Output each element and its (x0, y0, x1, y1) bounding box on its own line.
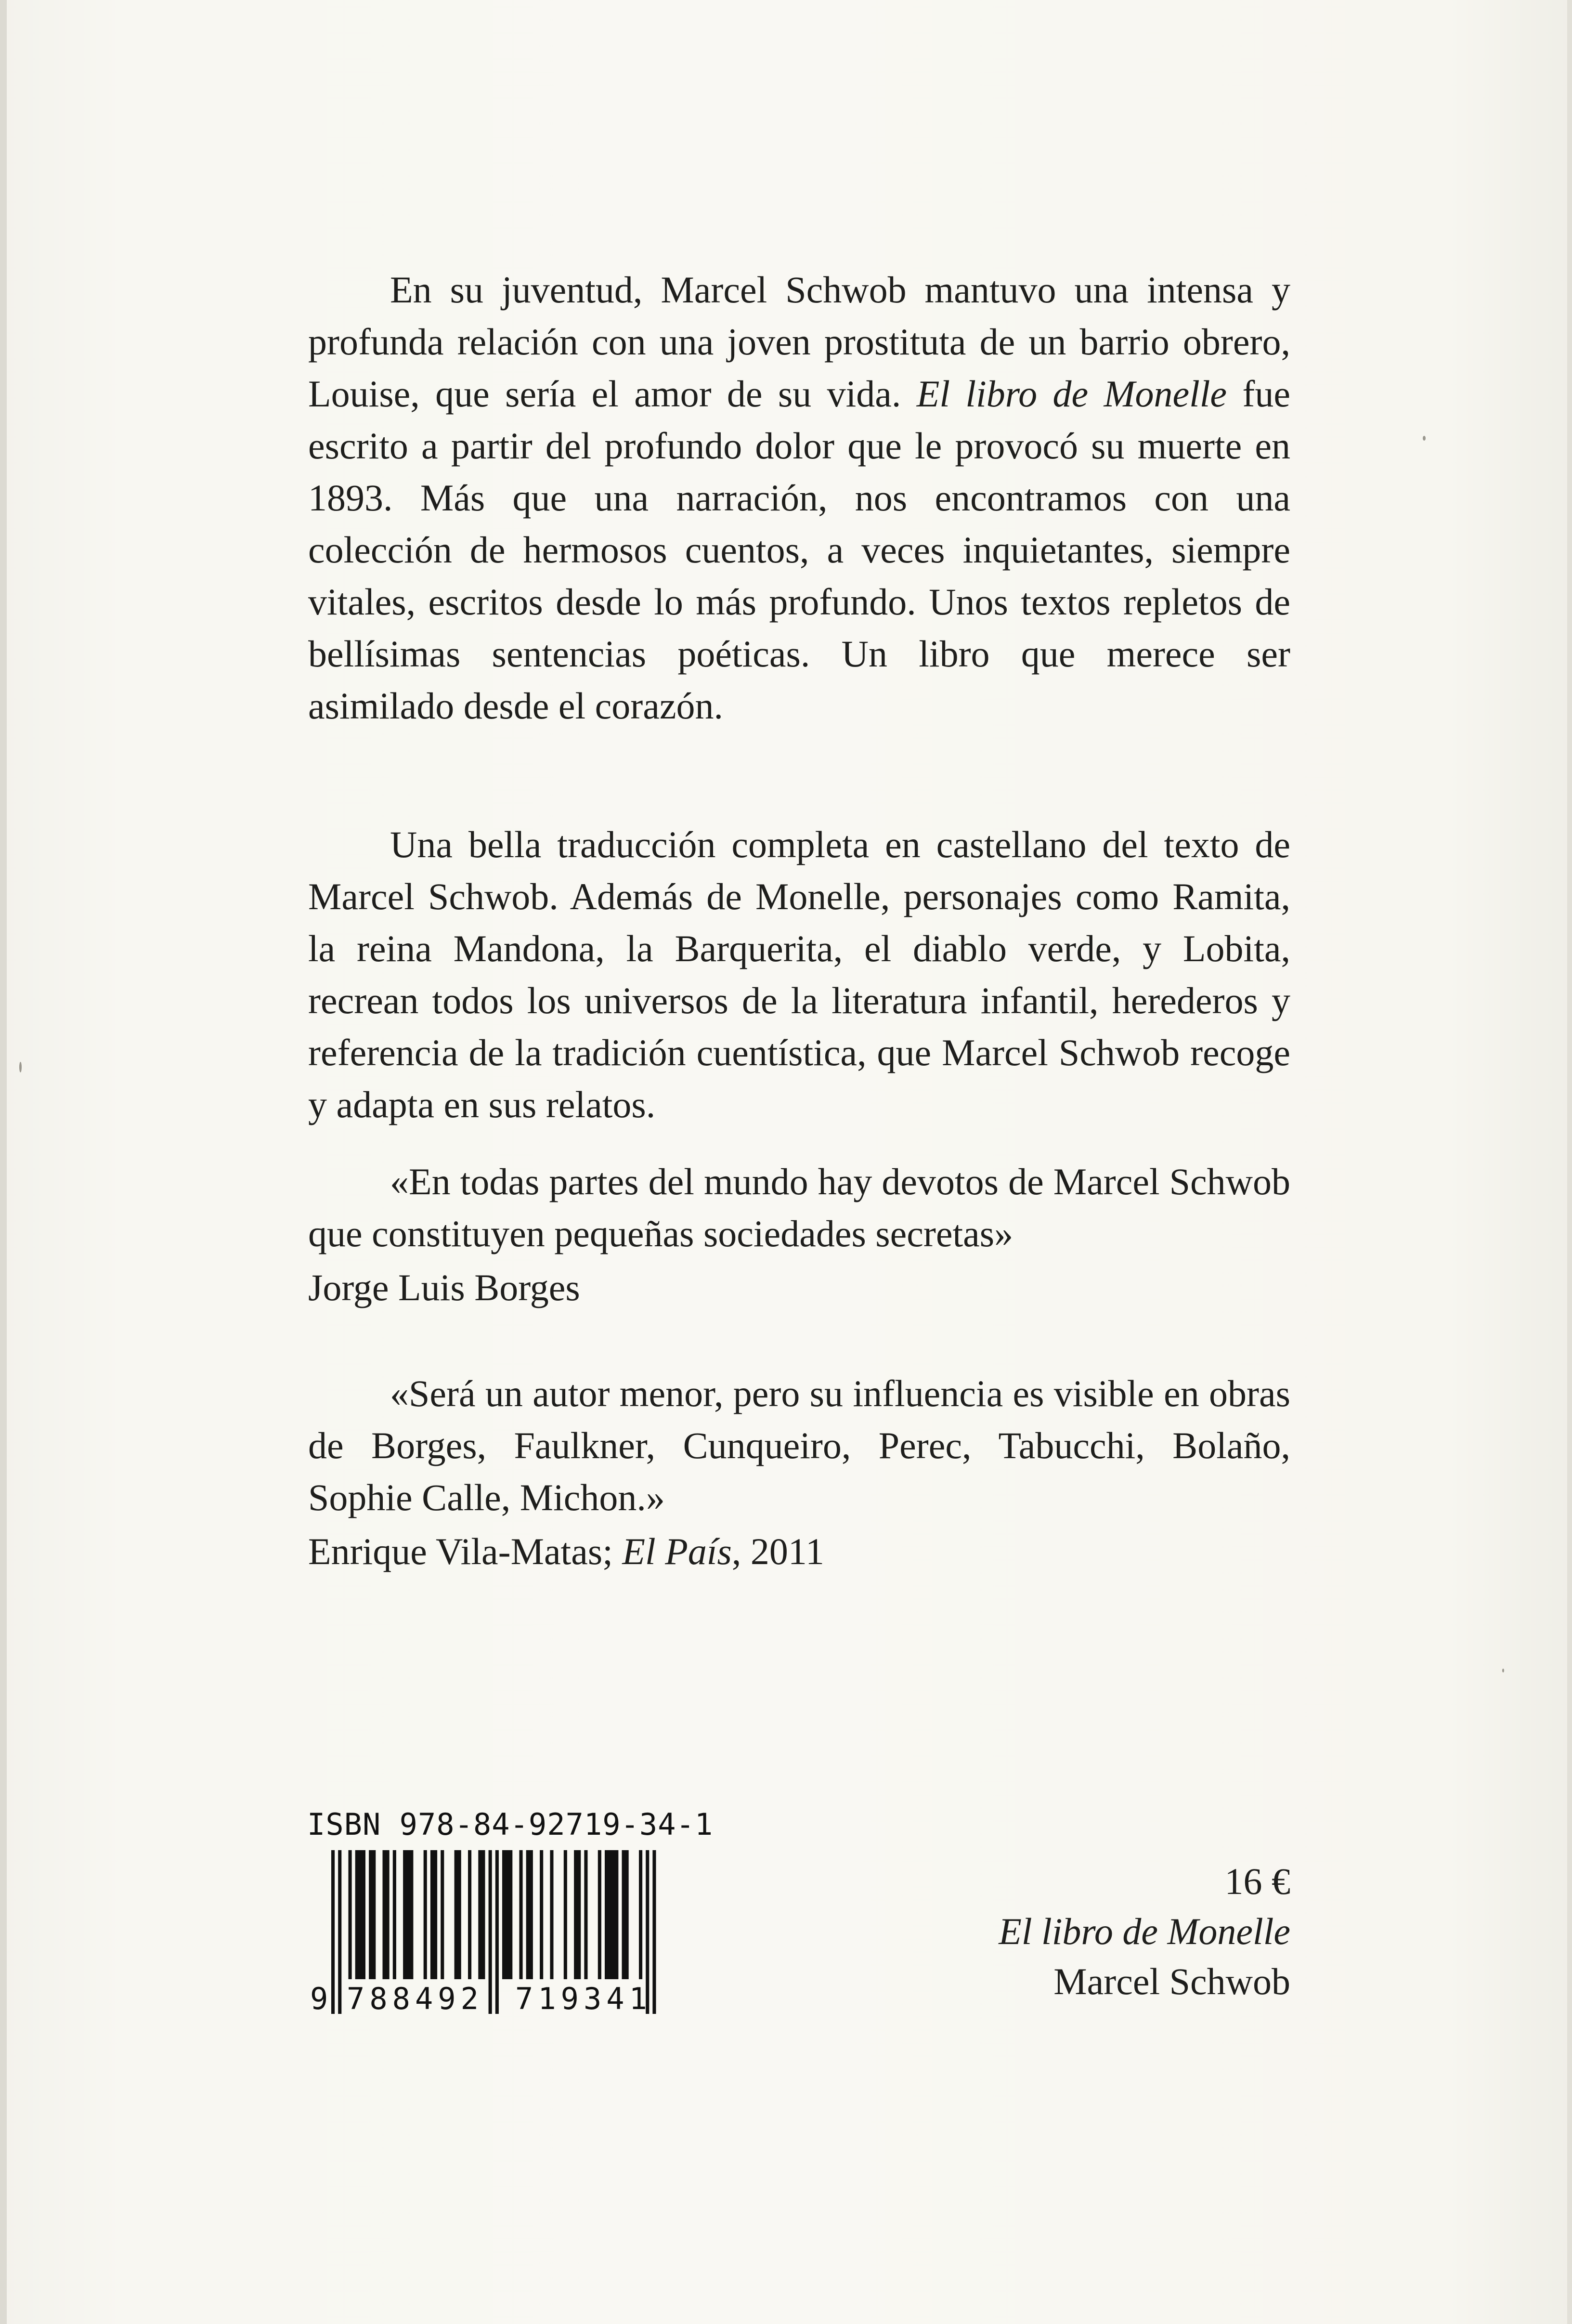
quote-author: Enrique Vila-Matas; (308, 1530, 623, 1572)
blurb-paragraph-2 (308, 819, 1290, 1131)
barcode-graphic (307, 1850, 700, 2014)
quote-borges (308, 1156, 1290, 1314)
quote-year: , 2011 (731, 1530, 824, 1572)
barcode-bar (622, 1850, 629, 1979)
isbn-barcode (307, 1807, 714, 2019)
barcode-bar (478, 1850, 485, 1979)
barcode-bar (540, 1850, 543, 1979)
barcode-bar (393, 1850, 396, 1979)
barcode-bar (502, 1850, 512, 1979)
barcode-bar (550, 1850, 553, 1979)
page-edge-right (1567, 0, 1572, 2324)
quote-text: «En todas partes del mundo hay devotos de Marcel Schwob que constituyen pequeñas sociedades secretas» (308, 1161, 1290, 1254)
barcode-bar (584, 1850, 587, 1979)
price: 16 € (1224, 1860, 1290, 1902)
barcode-bar (574, 1850, 581, 1979)
blurb-text-a: En su juventud, Marcel Schwob mantuvo una intensa y profunda relación con una joven prostituta de un barrio obrero, Louise, que sería el amor de su vida. (308, 269, 1290, 415)
barcode-bar (383, 1850, 390, 1979)
barcode-bar (355, 1850, 365, 1979)
barcode-bar (403, 1850, 413, 1979)
barcode-bar (369, 1850, 376, 1979)
barcode-bar (605, 1850, 618, 1979)
barcode-bar (331, 1850, 335, 2014)
quote-text: «Será un autor menor, pero su influencia es visible en obras de Borges, Faulkner, Cunqueiro, Perec, Tabucchi, Bolaño, Sophie Calle, Michon.» (308, 1372, 1290, 1518)
barcode-bar (468, 1850, 471, 1979)
quote-vila-matas (308, 1368, 1290, 1578)
quote-source: El País (622, 1530, 732, 1572)
quote-author: Jorge Luis Borges (308, 1266, 580, 1308)
blurb-paragraph-2-text: Una bella traducción completa en castellano del texto de Marcel Schwob. Además de Monelle, personajes como Ramita, la reina Mandona, la Barquerita, el diablo verde, y Lobita, recrean todos los universos de la literatura infantil, herederos y referencia de la tradición cuentística, que Marcel Schwob recoge y adapta en sus relatos. (308, 823, 1290, 1125)
barcode-bar (526, 1850, 533, 1979)
barcode-bar (455, 1850, 461, 1979)
blurb-paragraph-1 (308, 264, 1290, 732)
blurb-text-b: fue escrito a partir del profundo dolor que le provocó su muerte en 1893. Más que una narración, nos encontramos con una colección de hermosos cuentos, a veces inquietantes, siempre vitales, escritos desde lo más profundo. Unos textos repletos de bellísimas sentencias poéticas. Un libro que merece ser asimilado desde el corazón. (308, 373, 1290, 727)
barcode-bar (564, 1850, 567, 1979)
paper-speck (1423, 436, 1426, 441)
barcode-bar (349, 1850, 352, 1979)
barcode-bar (489, 1850, 492, 2014)
quote-attribution (308, 1526, 1290, 1578)
barcode-bar (338, 1850, 341, 2014)
barcode-digits-right: 719341 (515, 1981, 652, 2014)
colophon-title: El libro de Monelle (999, 1910, 1290, 1952)
barcode-bar (430, 1850, 437, 1979)
barcode-bar (598, 1850, 601, 1979)
barcode-bar (639, 1850, 642, 1979)
page-edge-left (0, 0, 7, 2324)
barcode-digits-left: 788492 (347, 1981, 483, 2014)
colophon (999, 1856, 1290, 2007)
barcode-bar (495, 1850, 499, 2014)
barcode-bar (652, 1850, 656, 2014)
colophon-author: Marcel Schwob (1053, 1960, 1290, 2002)
isbn-label: ISBN 978-84-92719-34-1 (307, 1807, 714, 1842)
barcode-bar (424, 1850, 427, 1979)
book-title-italic: El libro de Monelle (916, 373, 1227, 415)
barcode-bar (520, 1850, 523, 1979)
barcode-digit-first: 9 (310, 1981, 328, 2014)
paper-speck (19, 1062, 22, 1072)
paper-speck (1502, 1669, 1504, 1672)
barcode-bar (441, 1850, 444, 1979)
